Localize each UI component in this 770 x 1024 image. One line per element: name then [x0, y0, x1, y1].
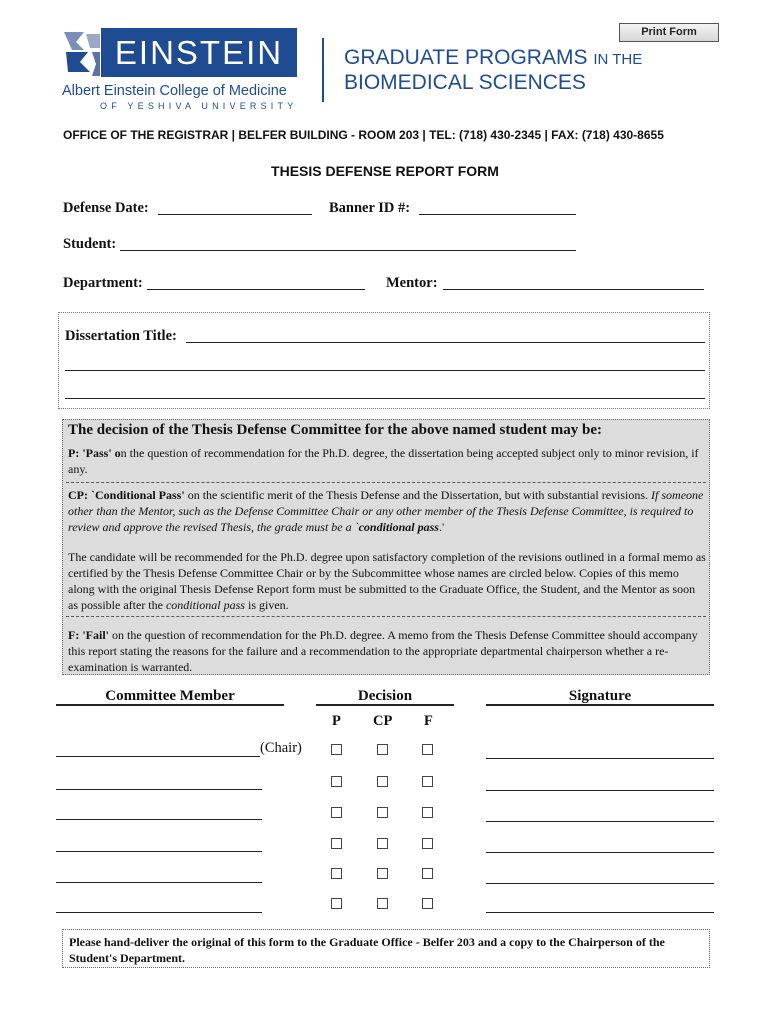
- department-label: Department:: [63, 275, 143, 291]
- fail-checkbox[interactable]: [422, 776, 433, 787]
- memo-end: is given.: [244, 598, 289, 612]
- decision-heading: The decision of the Thesis Defense Committee for the above named student may be:: [68, 422, 602, 438]
- pass-checkbox[interactable]: [331, 776, 342, 787]
- einstein-logo-icon: [62, 28, 102, 80]
- signature-field[interactable]: [486, 790, 714, 791]
- dissertation-title-box: [58, 312, 710, 409]
- conditional-pass-term: conditional pass: [358, 520, 439, 534]
- pass-description: [68, 445, 703, 477]
- committee-member-field[interactable]: [56, 819, 262, 820]
- fail-checkbox[interactable]: [422, 898, 433, 909]
- memo-description: [68, 549, 706, 613]
- conditional-pass-note: If someone other than the Mentor, such as the Defense Committee Chair or any other member of the Thesis Defense Committee, is required to review and approve the revised Thesis, the grade must be a `: [68, 488, 704, 534]
- student-label: Student:: [63, 236, 117, 252]
- signature-field[interactable]: [486, 883, 714, 884]
- conditional-pass-column-header: CP: [373, 713, 393, 729]
- fail-code: F: 'Fail': [68, 628, 109, 642]
- program-title-main: GRADUATE PROGRAMS: [344, 46, 588, 69]
- dissertation-title-field-line3[interactable]: [65, 398, 705, 399]
- decision-header: Decision: [357, 688, 413, 704]
- committee-member-field[interactable]: [56, 851, 262, 852]
- fail-text: on the question of recommendation for the Ph.D. degree. A memo from the Thesis Defense Committee should accompany this report stating the reasons for the failure and a recommendation to the appropriate departmental chairperson whether a re-examination is warranted.: [68, 628, 698, 674]
- conditional-pass-checkbox[interactable]: [377, 744, 388, 755]
- conditional-pass-end: .': [438, 520, 445, 534]
- program-title-line1: [344, 46, 642, 70]
- signature-header-line: [486, 704, 714, 706]
- committee-member-field[interactable]: [56, 882, 262, 883]
- conditional-pass-checkbox[interactable]: [377, 898, 388, 909]
- signature-field[interactable]: [486, 852, 714, 853]
- pass-checkbox[interactable]: [331, 744, 342, 755]
- signature-field[interactable]: [486, 821, 714, 822]
- delivery-instructions: Please hand-deliver the original of this form to the Graduate Office - Belfer 203 and a copy to the Chairperson of the Student's Department.: [62, 929, 710, 968]
- fail-checkbox[interactable]: [422, 807, 433, 818]
- pass-column-header: P: [332, 713, 341, 729]
- program-title-small: IN THE: [593, 51, 643, 68]
- committee-member-field[interactable]: [56, 912, 262, 913]
- pass-checkbox[interactable]: [331, 868, 342, 879]
- signature-header: Signature: [568, 688, 632, 704]
- mentor-label: Mentor:: [386, 275, 438, 291]
- conditional-pass-description: [68, 487, 704, 535]
- dashed-divider: [66, 616, 706, 617]
- decision-explanation-box: [62, 419, 710, 675]
- conditional-pass-checkbox[interactable]: [377, 838, 388, 849]
- dashed-divider: [66, 482, 706, 483]
- signature-field[interactable]: [486, 912, 714, 913]
- memo-italic: conditional pass: [165, 598, 245, 612]
- conditional-pass-text: on the scientific merit of the Thesis Defense and the Dissertation, but with substantial revisions.: [184, 488, 649, 502]
- committee-member-field[interactable]: [56, 789, 262, 790]
- header-divider: [322, 38, 324, 102]
- fail-checkbox[interactable]: [422, 744, 433, 755]
- pass-checkbox[interactable]: [331, 838, 342, 849]
- banner-id-field[interactable]: [419, 214, 576, 215]
- pass-checkbox[interactable]: [331, 898, 342, 909]
- fail-column-header: F: [424, 713, 433, 729]
- memo-text: The candidate will be recommended for the Ph.D. degree upon satisfactory completion of the revisions outlined in a formal memo as certified by the Thesis Defense Committee Chair or by the Subcommittee whose names are circled below. Copies of this memo along with the original Thesis Defense Report form must be submitted to the Graduate Office, the Student, and the Mentor as soon as possible after the: [68, 550, 706, 612]
- university-name: OF YESHIVA UNIVERSITY: [100, 101, 298, 111]
- defense-date-label: Defense Date:: [63, 200, 149, 216]
- dissertation-title-label: Dissertation Title:: [65, 328, 177, 344]
- department-field[interactable]: [147, 289, 365, 290]
- committee-member-header: Committee Member: [105, 688, 235, 704]
- office-contact-line: OFFICE OF THE REGISTRAR | BELFER BUILDING - ROOM 203 | TEL: (718) 430-2345 | FAX: (718) 430-8655: [63, 128, 664, 142]
- einstein-wordmark: EINSTEIN: [101, 28, 297, 77]
- program-title-line2: BIOMEDICAL SCIENCES: [344, 71, 586, 94]
- banner-id-label: Banner ID #:: [329, 200, 411, 216]
- mentor-field[interactable]: [443, 289, 704, 290]
- college-name: Albert Einstein College of Medicine: [62, 83, 287, 99]
- fail-checkbox[interactable]: [422, 868, 433, 879]
- pass-checkbox[interactable]: [331, 807, 342, 818]
- student-field[interactable]: [120, 250, 576, 251]
- committee-header-line: [56, 704, 284, 706]
- pass-text: n the question of recommendation for the Ph.D. degree, the dissertation being accepted subject only to minor revision, if any.: [68, 446, 699, 476]
- form-title: THESIS DEFENSE REPORT FORM: [271, 163, 499, 179]
- decision-header-line: [316, 704, 454, 706]
- dissertation-title-field-line1[interactable]: [186, 342, 705, 343]
- conditional-pass-code: CP: `Conditional Pass': [68, 488, 185, 502]
- chair-label: (Chair): [260, 740, 302, 756]
- signature-field[interactable]: [486, 758, 714, 759]
- conditional-pass-checkbox[interactable]: [377, 776, 388, 787]
- pass-code: P: 'Pass' o: [68, 446, 121, 460]
- fail-description: [68, 627, 704, 675]
- committee-member-field[interactable]: [56, 756, 260, 757]
- print-form-button[interactable]: Print Form: [619, 23, 719, 42]
- defense-date-field[interactable]: [158, 214, 312, 215]
- conditional-pass-checkbox[interactable]: [377, 868, 388, 879]
- dissertation-title-field-line2[interactable]: [65, 370, 705, 371]
- conditional-pass-checkbox[interactable]: [377, 807, 388, 818]
- fail-checkbox[interactable]: [422, 838, 433, 849]
